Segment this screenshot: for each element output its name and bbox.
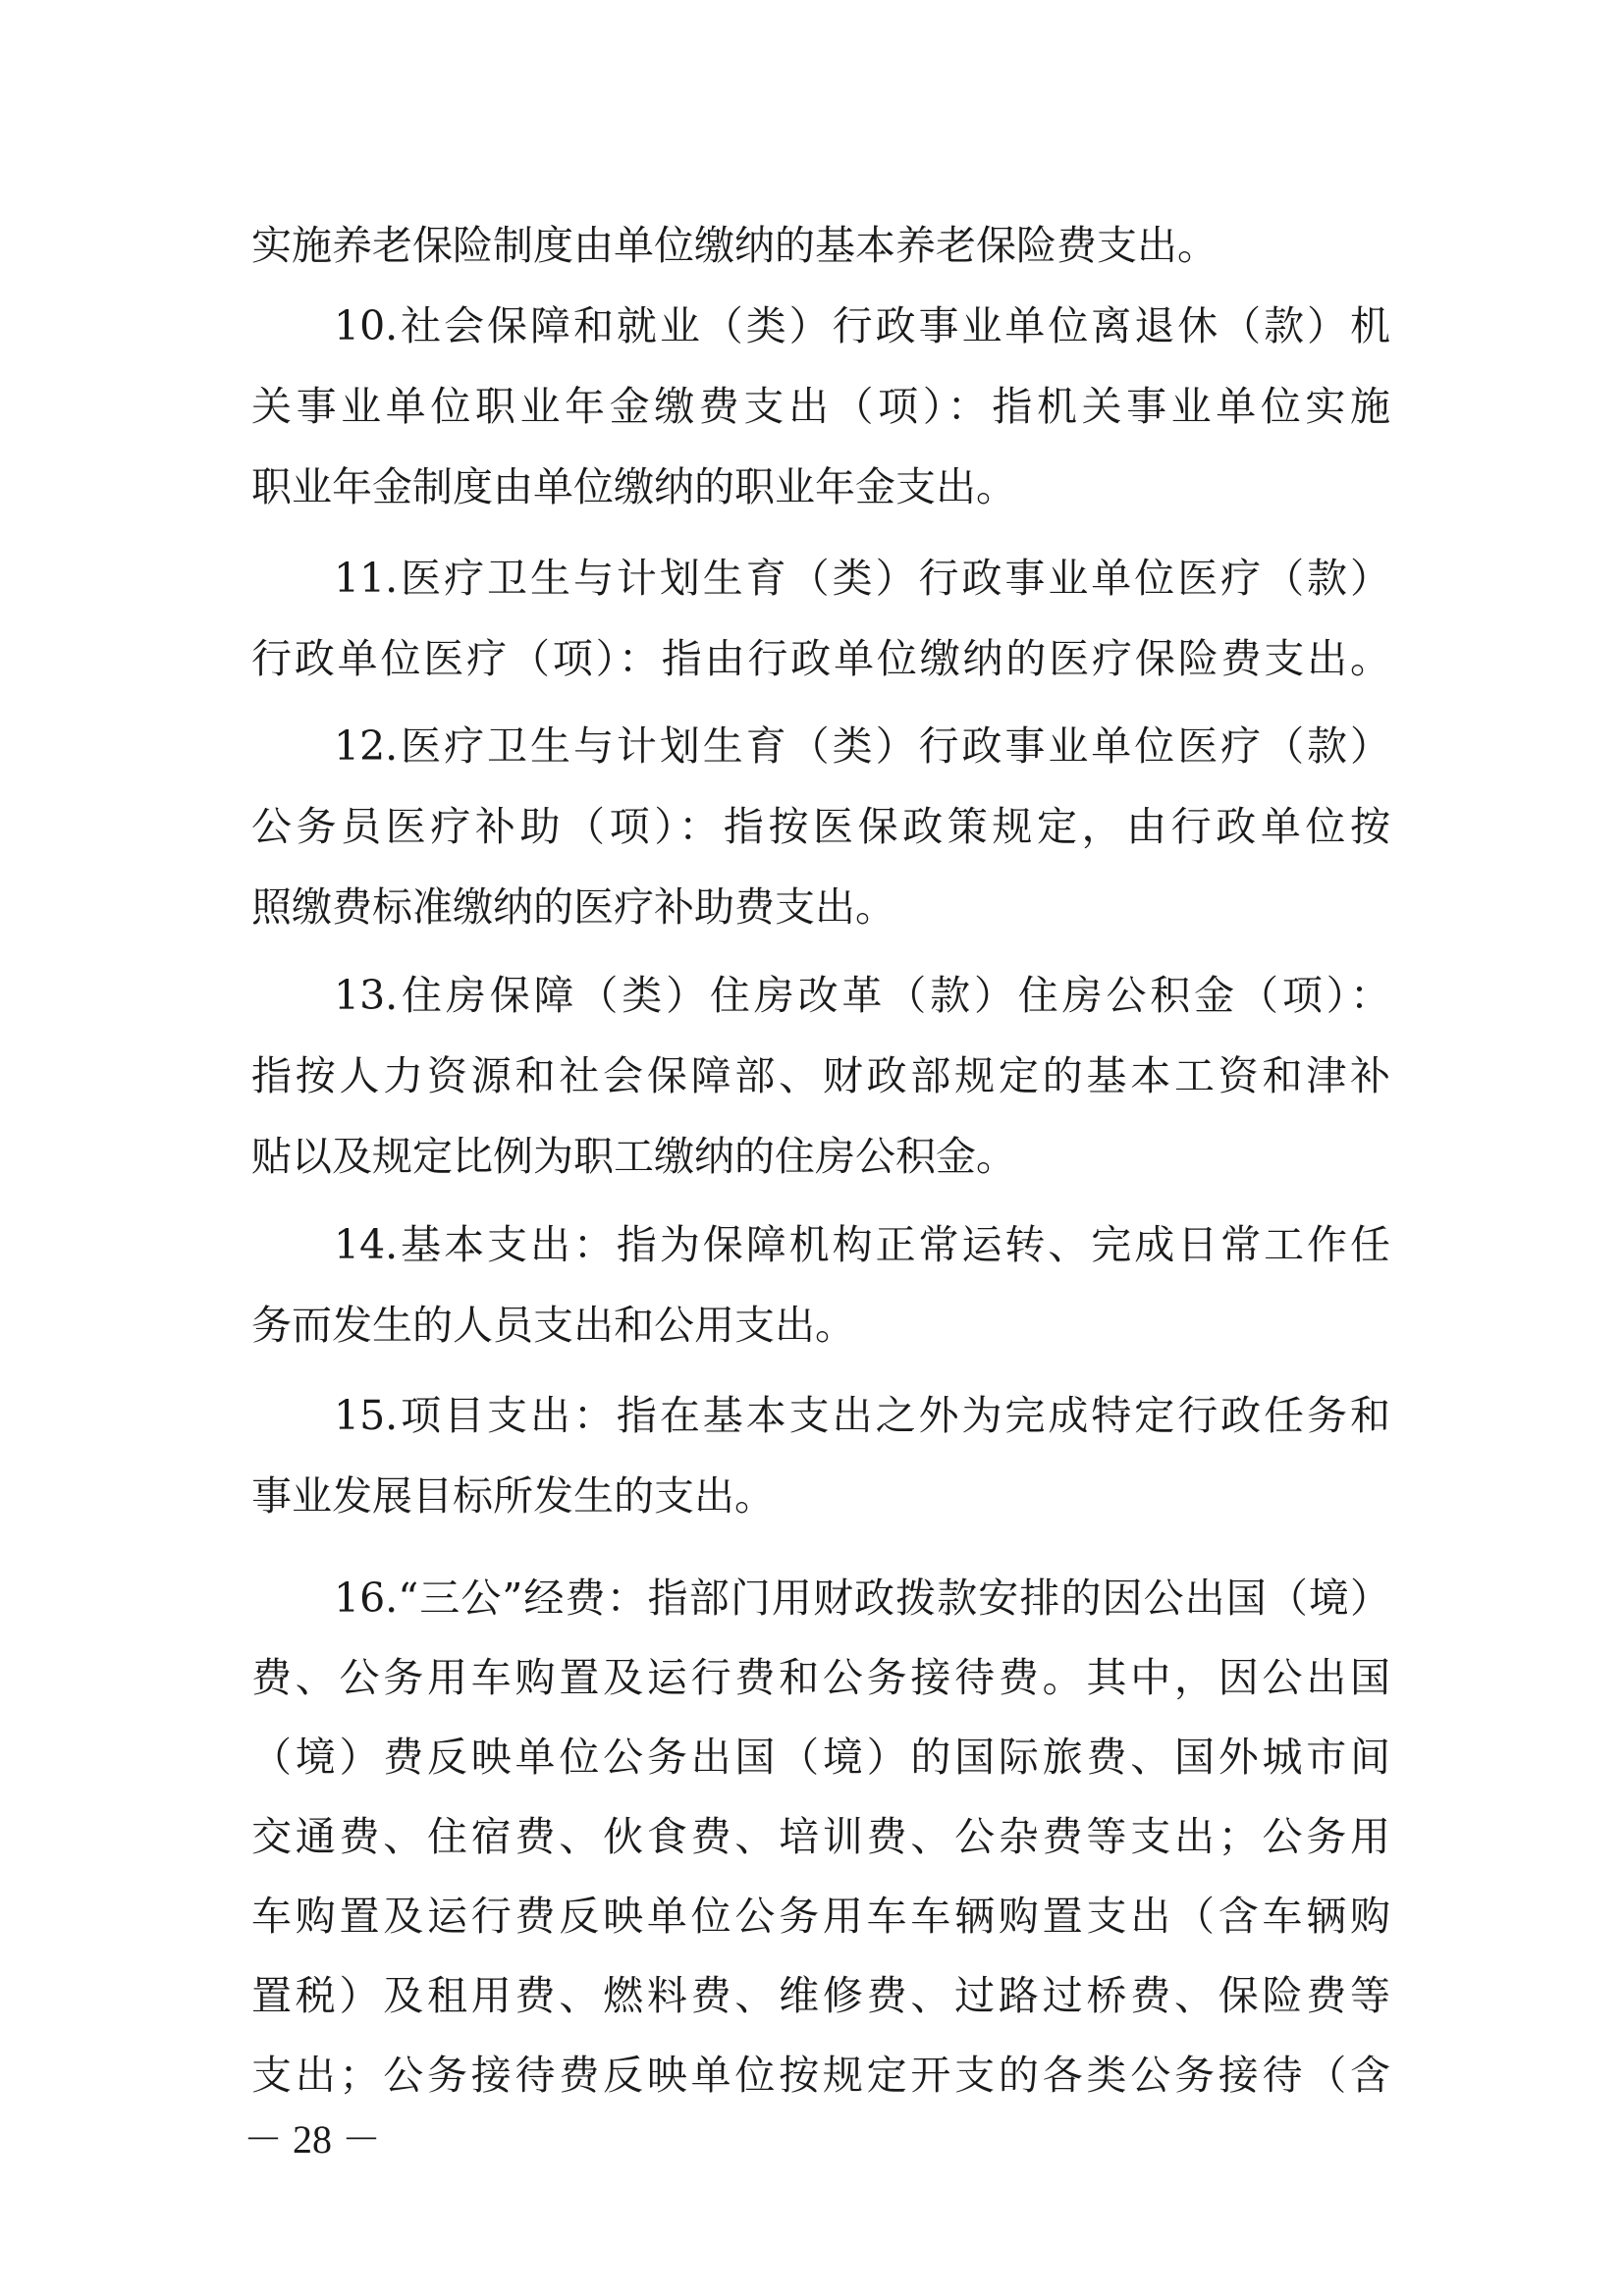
paragraph-12-line-3: 照缴费标准缴纳的医疗补助费支出。	[251, 883, 895, 931]
paragraph-10-line-3: 职业年金制度由单位缴纳的职业年金支出。	[251, 463, 1016, 510]
page-number: － 28 －	[244, 2117, 381, 2162]
paragraph-12-line-2: 公务员医疗补助（项）：指按医保政策规定，由行政单位按	[251, 803, 1390, 850]
paragraph-15-line-1: 15.项目支出：指在基本支出之外为完成特定行政任务和	[334, 1392, 1390, 1439]
paragraph-14-line-2: 务而发生的人员支出和公用支出。	[251, 1302, 855, 1349]
paragraph-10-line-1: 10.社会保障和就业（类）行政事业单位离退休（款）机	[334, 302, 1390, 349]
paragraph-12-line-1: 12.医疗卫生与计划生育（类）行政事业单位医疗（款）	[334, 722, 1390, 770]
paragraph-16-line-6: 置税）及租用费、燃料费、维修费、过路过桥费、保险费等	[251, 1972, 1390, 2019]
paragraph-15-line-2: 事业发展目标所发生的支出。	[251, 1472, 775, 1520]
paragraph-11-line-1: 11.医疗卫生与计划生育（类）行政事业单位医疗（款）	[334, 555, 1390, 602]
paragraph-16-line-5: 车购置及运行费反映单位公务用车车辆购置支出（含车辆购	[251, 1893, 1390, 1940]
paragraph-16-line-4: 交通费、住宿费、伙食费、培训费、公杂费等支出；公务用	[251, 1813, 1390, 1860]
paragraph-16-line-3: （境）费反映单位公务出国（境）的国际旅费、国外城市间	[251, 1734, 1390, 1781]
paragraph-13-line-1: 13.住房保障（类）住房改革（款）住房公积金（项）：	[334, 972, 1390, 1019]
paragraph-13-line-3: 贴以及规定比例为职工缴纳的住房公积金。	[251, 1133, 1016, 1180]
paragraph-10-line-2: 关事业单位职业年金缴费支出（项）：指机关事业单位实施	[251, 383, 1390, 430]
paragraph-13-line-2: 指按人力资源和社会保障部、财政部规定的基本工资和津补	[251, 1052, 1390, 1099]
paragraph-16-line-7: 支出；公务接待费反映单位按规定开支的各类公务接待（含	[251, 2052, 1390, 2099]
paragraph-16-line-1: 16.“三公”经费：指部门用财政拨款安排的因公出国（境）	[334, 1575, 1390, 1622]
paragraph-9-line-1: 实施养老保险制度由单位缴纳的基本养老保险费支出。	[251, 222, 1218, 269]
paragraph-14-line-1: 14.基本支出：指为保障机构正常运转、完成日常工作任	[334, 1221, 1390, 1268]
paragraph-16-line-2: 费、公务用车购置及运行费和公务接待费。其中，因公出国	[251, 1654, 1390, 1701]
paragraph-11-line-2: 行政单位医疗（项）：指由行政单位缴纳的医疗保险费支出。	[251, 635, 1390, 682]
